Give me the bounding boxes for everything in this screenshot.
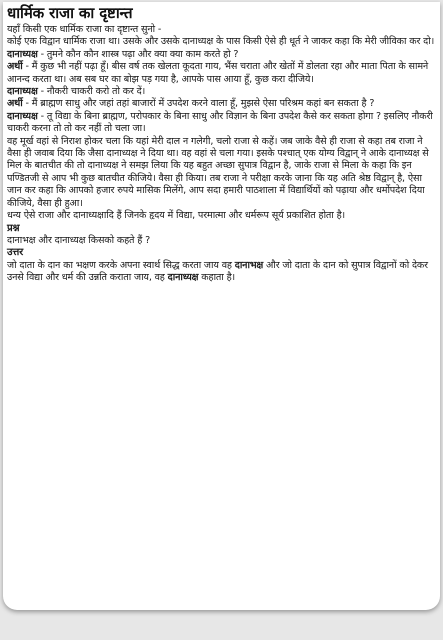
paragraph-conclusion (7, 210, 436, 222)
paragraph-story (7, 36, 436, 48)
answer-heading: उत्तर (7, 247, 24, 259)
speaker-label: दानाध्यक्ष (7, 48, 38, 60)
speaker-label: अर्थी (7, 61, 23, 73)
speaker-label: दानाध्यक्ष (7, 86, 38, 98)
question-heading: प्रश्न (7, 222, 20, 234)
dialogue-text: - तुमने कौन कौन शास्त्र पढ़ा और क्या क्या काम करते हो ? (37, 48, 239, 60)
answer-term: दानाभक्ष (234, 259, 264, 271)
document-card (3, 2, 440, 610)
paragraph-intro (7, 24, 436, 36)
paragraph-text: धन्य ऐसे राजा और दानाध्यक्षादि हैं जिनके हृदय में विद्या, परमात्मा और धर्मरूप सूर्य प्रकाशित होता है। (7, 210, 346, 222)
page-title: धार्मिक राजा का दृष्टान्त (7, 4, 133, 22)
answer-term: दानाध्यक्ष (167, 272, 199, 284)
paragraph-text: यहाँ किसी एक धार्मिक राजा का दृष्टान्त सुनो - (7, 24, 162, 35)
dialogue-line (7, 49, 436, 61)
dialogue-line (7, 61, 436, 86)
paragraph-text: कोई एक विद्वान धार्मिक राजा था। उसके और उसके दानाध्यक्ष के पास किसी ऐसे ही धूर्त ने जाकर कहा कि मेरी जीविका कर दो। (7, 36, 435, 48)
dialogue-line (7, 111, 436, 136)
dialogue-line (7, 86, 436, 98)
dialogue-text: - तू विद्या के बिना ब्राह्मण, परोपकार के बिना साधु और विज्ञान के बिना उपदेश कैसे कर सकता होगा ? इसलिए नौकरी चाकरी करना तो तो कर नहीं तो चला जा। (7, 110, 433, 135)
question-text: दानाभक्ष और दानाध्यक्ष किसको कहते हैं ? (7, 234, 151, 246)
answer-fragment: जो दाता के दान का भक्षण करके अपना स्वार्थ सिद्ध करता जाय वह (7, 259, 235, 271)
paragraph-text: वह मूर्ख वहां से निराश होकर चला कि यहां मेरी दाल न गलेगी, चलो राजा से कहें। जब जाके वैसे ही राजा से कहा तब राजा ने वैसा ही जवाब दिया कि जैसा दानाध्यक्ष ने दिया था। वह वहां से चला गया। इसके पश्चात् एक योग्य विद्वान् ने आके दानाध्यक्ष से मिल के बातचीत की तो दानाध्यक्ष ने समझ लिया कि यह बहुत अच्छा सुपात्र विद्वान है, जाके राजा से मिला के कहा कि इन पण्डितजी से आप भी कुछ बातचीत कीजिये। वैसा ही किया। तब राजा ने परीक्षा करके जाना कि यह अति श्रेष्ठ विद्वान् है, ऐसा जान कर कहा कि आपको हजार रुपये मासिक मिलेंगे, आप सदा हमारी पाठशाला में विद्यार्थियों को पढ़ाया और धर्मोपदेश दिया कीजिये, वैसा ही हुआ। (7, 135, 429, 209)
answer-fragment: कहाता है। (198, 272, 236, 284)
paragraph-narrative (7, 136, 436, 210)
dialogue-text: - मैं ब्राह्मण साधु और जहां तहां बाजारों में उपदेश करने वाला हूँ, मुझसे ऐसा परिश्रम कहां बन सकता है ? (22, 98, 375, 110)
dialogue-line (7, 98, 436, 110)
answer-fragment: और जो दाता के दान को सुपात्र विद्वानों को देकर उनसे विद्या और धर्म की उन्नति कराता जाय, वह (7, 259, 428, 284)
speaker-label: दानाध्यक्ष (7, 110, 38, 122)
speaker-label: अर्थी (7, 98, 23, 110)
dialogue-text: - नौकरी चाकरी करो तो कर दें। (37, 86, 146, 98)
dialogue-text: - मैं कुछ भी नहीं पढ़ा हूँ। बीस वर्ष तक खेलता कूदता गाय, भैंस चराता और खेतों में डोलता रहा और माता पिता के सामने आनन्द करता था। अब सब घर का बोझ पड़ गया है, आपके पास आया हूँ, कुछ करा दीजिये। (7, 61, 429, 85)
answer-text (7, 260, 436, 285)
document-content (3, 2, 440, 285)
